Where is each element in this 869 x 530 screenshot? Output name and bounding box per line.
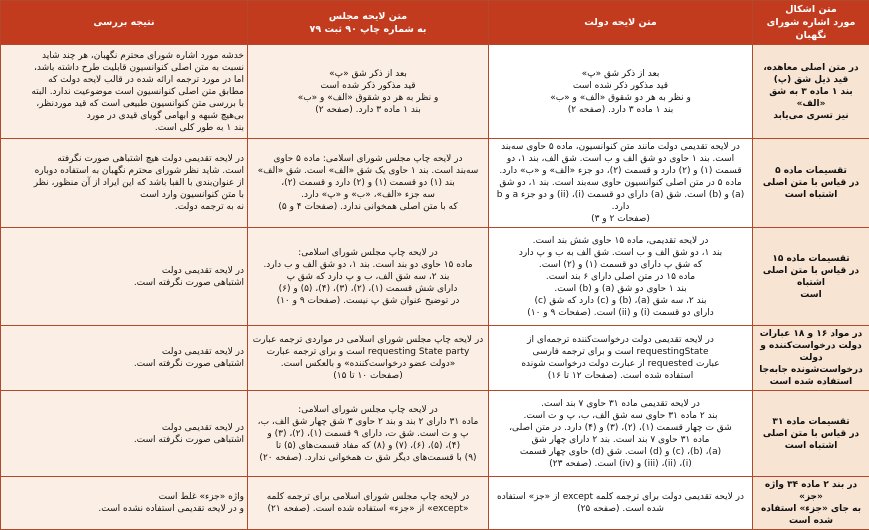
gov-cell: در لایحه تقدیمی دولت مانند متن کنوانسیون، ماده ۵ حاوی سه‌بند است. بند ۱ حاوی دو شق الف و ب است. شق الف، بند ۱، دو قسمت (۱) و (۲) دارد و قسمت (۲)، دو جزء «الف» و «ب» دارد. ماده ۵ در متن اصلی کنوانسیون حاوی سه‌بند است. بند ۱، دو شق (a) و (b) است. شق (a) دارای دو قسمت (i)، (ii) و دو جزء a و b دارد. (صفحات ۲ و ۳) xyxy=(489,139,753,228)
table-row xyxy=(1,391,869,477)
issue-cell: در بند ۲ ماده ۳۴ واژه «جز» به جای «جزء» استفاده شده است xyxy=(753,477,869,530)
gov-cell: در لایحه تقدیمی، ماده ۱۵ حاوی شش بند است. بند ۱، دو شق الف و ب است. شق الف به ب و پ دارد که شق پ دارای دو قسمت (۱) و (۲) است. ماده ۱۵ در متن اصلی دارای ۶ بند است. بند ۱ حاوی دو شق (a) و (b) است. بند ۲، سه شق (a)، (b) و (c) دارد که شق (c) دارای دو قسمت (i) و (ii) است. (صفحات ۹ و ۱۰) xyxy=(489,228,753,326)
header-result: نتیجه بررسی xyxy=(1,1,248,45)
gov-cell: در لایحه تقدیمی ماده ۳۱ حاوی ۷ بند است. بند ۲ ماده ۳۱ حاوی سه شق الف، ب، پ و ت است. شق ت چهار قسمت (۱)، (۲)، (۳) و (۴) دارد. در متن اصلی، ماده ۳۱ حاوی ۷ بند است. بند ۲ دارای چهار شق (a)، (b)، (c) و (d) است. شق (d) حاوی چهار قسمت (i)، (ii)، (iii) و (iv) است. (صفحه ۲۳) xyxy=(489,391,753,477)
parl-cell: در لایحه چاپ مجلس شورای اسلامی در مواردی ترجمه عبارت requesting State party است و برای ترجمه عبارت «دولت عضو درخواست‌کننده» و بالعکس است. (صفحات ۱۰ تا ۱۵) xyxy=(248,326,489,391)
result-cell: واژه «جزء» غلط است و در لایحه تقدیمی استفاده نشده است. xyxy=(1,477,248,530)
header-gov: متن لایحه دولت xyxy=(489,1,753,45)
result-cell: در لایحه تقدیمی دولت هیچ اشتباهی صورت نگرفته است. شاید نظر شورای محترم نگهبان به استفاده دوباره از عنوان‌بندی با الفبا باشد که این ایراد از آن منظور، نظر با متن کنوانسیون وارد است نه به ترجمه دولت. xyxy=(1,139,248,228)
gov-cell: در لایحه تقدیمی دولت درخواست‌کننده ترجمه‌ای از requestingState است و برای ترجمه فارسی عبارت requested از عبارت دولت درخواست شونده استفاده شده است. (صفحات ۱۲ تا ۱۶) xyxy=(489,326,753,391)
gov-cell: در لایحه تقدیمی دولت برای ترجمه کلمه except از «جز» استفاده شده است. (صفحه ۲۵) xyxy=(489,477,753,530)
result-cell: در لایحه تقدیمی دولت اشتباهی صورت نگرفته است. xyxy=(1,326,248,391)
parl-cell: در لایحه چاپ مجلس شورای اسلامی: ماده ۱۵ حاوی دو بند است. بند ۱، دو شق الف و ب دارد. بند ۲، سه شق الف، ب و پ دارد که شق پ دارای شش قسمت (۱)، (۲)، (۳)، (۴)، (۵) و (۶) در توضیح عنوان شق پ نیست. (صفحات ۹ و ۱۰) xyxy=(248,228,489,326)
gov-cell: بعد از ذکر شق «پ» قید مذکور ذکر شده است و نظر به هر دو شقوق «الف» و «ب» بند ۱ ماده ۳ دارد. (صفحه ۲) xyxy=(489,45,753,139)
header-issue: متن اشکال مورد اشاره شورای نگهبان xyxy=(753,1,869,45)
table-row xyxy=(1,139,869,228)
parl-cell: بعد از ذکر شق «پ» قید مذکور ذکر شده است و نظر به هر دو شقوق «الف» و «ب» بند ۱ ماده ۳ دارد. (صفحه ۲) xyxy=(248,45,489,139)
issue-cell: در متن اصلی معاهده، قید ذیل شق (پ) بند ۱ ماده ۳ به شق «الف» نیز تسری می‌یابد xyxy=(753,45,869,139)
issue-cell: تقسیمات ماده ۵ در قیاس با متن اصلی اشتباه است xyxy=(753,139,869,228)
table-row xyxy=(1,45,869,139)
parl-cell: در لایحه چاپ مجلس شورای اسلامی: ماده ۳۱ دارای ۲ بند و بند ۲ حاوی ۳ شق چهار شق الف، ب، پ و ت است. شق ت، دارای ۹ قسمت (۱)، (۲)، (۳) و (۴)، (۵)، (۶)، (۷) و (۸) که مفاد قسمت‌های (۵) تا (۹) با قسمت‌های دیگر شق ت همخوانی ندارد. (صفحه ۲۰) xyxy=(248,391,489,477)
parl-cell: در لایحه چاپ مجلس شورای اسلامی: ماده ۵ حاوی سه‌بند است. بند ۱ حاوی یک شق «الف» است. شق «الف» بند (۱) دو قسمت (۱) و (۲) دارد و قسمت (۲)، سه جزء «الف»، «ب» و «پ» دارد. که با متن اصلی همخوانی ندارد. (صفحات ۴ و ۵) xyxy=(248,139,489,228)
table-row xyxy=(1,228,869,326)
header-parl: متن لایحه مجلس به شماره چاپ ۹۰ ثبت ۷۹ xyxy=(248,1,489,45)
issue-cell: تقسیمات ماده ۳۱ در قیاس با متن اصلی اشتباه است xyxy=(753,391,869,477)
issue-cell: تقسیمات ماده ۱۵ در قیاس با متن اصلی اشتباه است xyxy=(753,228,869,326)
result-cell: در لایحه تقدیمی دولت اشتباهی صورت نگرفته است. xyxy=(1,391,248,477)
issue-cell: در مواد ۱۶ و ۱۸ عبارات دولت درخواست‌کننده و دولت درخواست‌شونده جابه‌جا استفاده شده است xyxy=(753,326,869,391)
header-row xyxy=(1,1,869,45)
result-cell: خدشه مورد اشاره شورای محترم نگهبان، هر چند شاید نسبت به متن اصلی کنوانسیون قابلیت طرح داشته باشد، اما در مورد ترجمه ارائه شده در قالب لایحه دولت که مطابق متن اصلی کنوانسیون است موضوعیت ندارد. البته با بررسی متن کنوانسیون طبیعی است که قید موردنظر، بی‌هیچ شبهه و ابهامی گویای قیدی در مورد بند ۱ به طور کلی است. xyxy=(1,45,248,139)
parl-cell: در لایحه چاپ مجلس شورای اسلامی برای ترجمه کلمه «except» از «جزء» استفاده شده است. (صفحه ۲۱) xyxy=(248,477,489,530)
table-row xyxy=(1,326,869,391)
result-cell: در لایحه تقدیمی دولت اشتباهی صورت نگرفته است. xyxy=(1,228,248,326)
table-row xyxy=(1,477,869,530)
